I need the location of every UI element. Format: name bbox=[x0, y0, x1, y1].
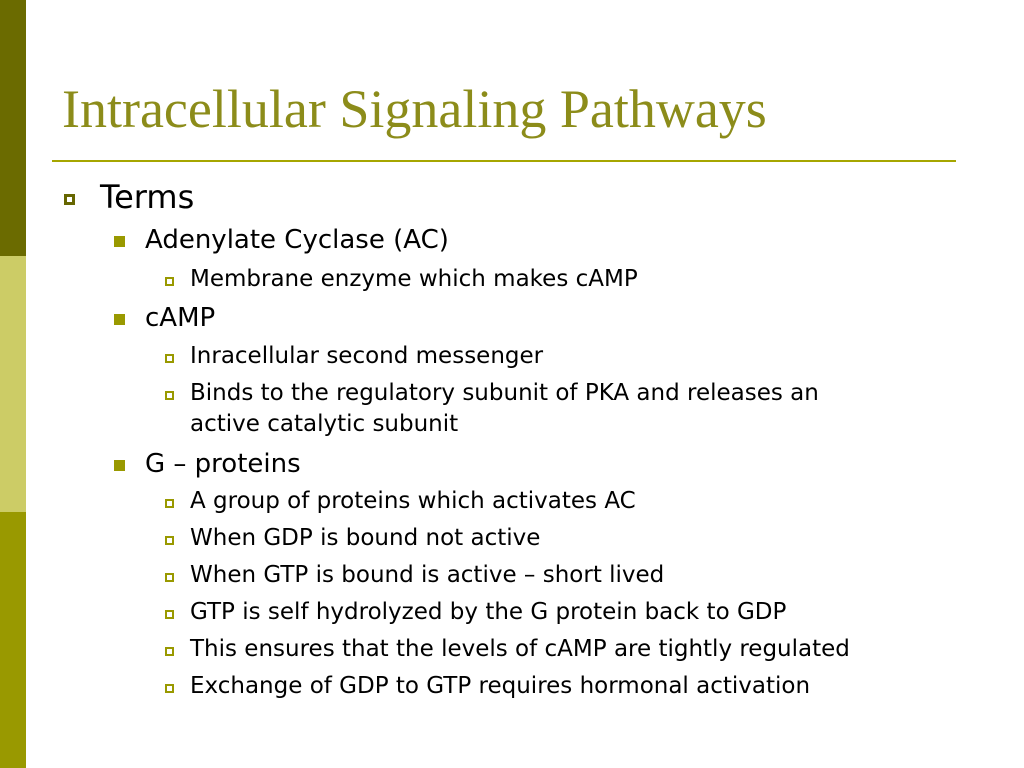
detail-item: When GTP is bound is active – short lived bbox=[190, 562, 665, 588]
detail-item: When GDP is bound not active bbox=[190, 525, 541, 551]
bullet-solid-square-icon bbox=[114, 236, 125, 247]
bullet-small-square-icon bbox=[165, 536, 174, 545]
bullet-small-square-icon bbox=[165, 647, 174, 656]
detail-item: Inracellular second messenger bbox=[190, 343, 544, 369]
bullet-small-square-icon bbox=[165, 573, 174, 582]
bullet-small-square-icon bbox=[165, 391, 174, 400]
detail-item-continuation: active catalytic subunit bbox=[190, 411, 459, 437]
detail-item: Exchange of GDP to GTP requires hormonal activation bbox=[190, 673, 811, 699]
term-adenylate-cyclase: Adenylate Cyclase (AC) bbox=[145, 225, 449, 255]
term-g-proteins: G – proteins bbox=[145, 449, 301, 479]
detail-item: Binds to the regulatory subunit of PKA and releases an bbox=[190, 380, 819, 406]
bullet-small-square-icon bbox=[165, 610, 174, 619]
bullet-hollow-square-icon bbox=[64, 194, 75, 205]
bullet-small-square-icon bbox=[165, 277, 174, 286]
term-camp: cAMP bbox=[145, 303, 216, 333]
bullet-level1: Terms bbox=[100, 178, 195, 216]
bullet-solid-square-icon bbox=[114, 460, 125, 471]
bullet-small-square-icon bbox=[165, 684, 174, 693]
detail-item: GTP is self hydrolyzed by the G protein back to GDP bbox=[190, 599, 787, 625]
bullet-solid-square-icon bbox=[114, 314, 125, 325]
slide-title: Intracellular Signaling Pathways bbox=[62, 79, 767, 139]
bullet-small-square-icon bbox=[165, 354, 174, 363]
detail-item: This ensures that the levels of cAMP are tightly regulated bbox=[190, 636, 850, 662]
bullet-small-square-icon bbox=[165, 499, 174, 508]
detail-item: A group of proteins which activates AC bbox=[190, 488, 636, 514]
detail-item: Membrane enzyme which makes cAMP bbox=[190, 266, 638, 292]
